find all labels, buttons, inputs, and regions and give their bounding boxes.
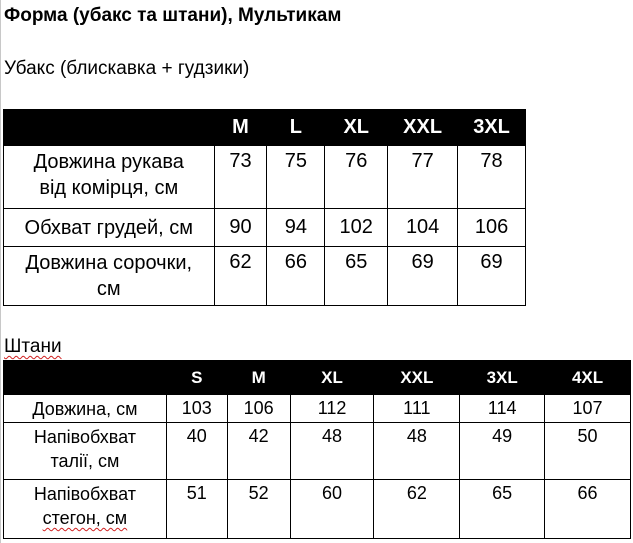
row-label-line: Обхват грудей, см xyxy=(24,216,194,239)
table-cell: 52 xyxy=(227,480,290,539)
ubacs-size-header: XXL xyxy=(388,110,458,146)
table-row xyxy=(4,480,631,539)
table-cell: 75 xyxy=(267,146,325,209)
ubacs-size-header: M xyxy=(214,110,267,146)
table-cell: 77 xyxy=(388,146,458,209)
row-label-line: Довжина, см xyxy=(32,398,138,419)
table-cell: 48 xyxy=(290,423,374,480)
table-row xyxy=(4,423,631,480)
row-label-line: талії, см xyxy=(50,451,120,471)
table-cell: 51 xyxy=(166,480,227,539)
pants-header-empty xyxy=(4,361,167,395)
table-cell: 42 xyxy=(227,423,290,480)
pants-size-table xyxy=(3,360,631,539)
ubacs-size-header: 3XL xyxy=(458,110,526,146)
pants-size-header: M xyxy=(227,361,290,395)
ubacs-header-row xyxy=(4,110,526,146)
table-cell: 76 xyxy=(325,146,388,209)
table-cell: 69 xyxy=(388,247,458,306)
row-label xyxy=(4,480,167,539)
table-cell: 106 xyxy=(458,209,526,247)
ubacs-size-header: L xyxy=(267,110,325,146)
table-cell: 69 xyxy=(458,247,526,306)
page-title: Форма (убакс та штани), Мультикам xyxy=(4,5,342,26)
table-cell: 66 xyxy=(545,480,631,539)
ubacs-size-header: XL xyxy=(325,110,388,146)
pants-header-row xyxy=(4,361,631,395)
table-cell: 73 xyxy=(214,146,267,209)
table-cell: 106 xyxy=(227,395,290,423)
ubacs-heading: Убакс (блискавка + гудзики) xyxy=(4,58,250,79)
table-cell: 111 xyxy=(374,395,460,423)
table-cell: 65 xyxy=(325,247,388,306)
table-cell: 60 xyxy=(290,480,374,539)
table-cell: 50 xyxy=(545,423,631,480)
table-cell: 104 xyxy=(388,209,458,247)
table-cell: 103 xyxy=(166,395,227,423)
table-cell: 48 xyxy=(374,423,460,480)
row-label-line: Напівобхват xyxy=(33,484,136,504)
table-cell: 40 xyxy=(166,423,227,480)
row-label-line: Довжина сорочки, xyxy=(25,252,193,274)
table-cell: 78 xyxy=(458,146,526,209)
table-cell: 94 xyxy=(267,209,325,247)
row-label xyxy=(4,146,215,209)
ubacs-header-empty xyxy=(4,110,215,146)
pants-size-header: 3XL xyxy=(460,361,545,395)
pants-size-header: S xyxy=(166,361,227,395)
pants-size-header: XL xyxy=(290,361,374,395)
pants-heading xyxy=(4,336,62,358)
table-cell: 90 xyxy=(214,209,267,247)
table-row xyxy=(4,395,631,423)
row-label-line: Довжина рукава xyxy=(33,151,184,173)
row-label-line: см xyxy=(96,278,121,300)
table-cell: 65 xyxy=(460,480,545,539)
table-row xyxy=(4,247,526,306)
table-cell: 114 xyxy=(460,395,545,423)
row-label xyxy=(4,247,215,306)
table-cell: 62 xyxy=(214,247,267,306)
table-cell: 107 xyxy=(545,395,631,423)
table-cell: 112 xyxy=(290,395,374,423)
table-cell: 62 xyxy=(374,480,460,539)
table-row xyxy=(4,209,526,247)
table-cell: 102 xyxy=(325,209,388,247)
row-label xyxy=(4,209,215,247)
row-label-line: від комірця, см xyxy=(39,177,179,199)
pants-heading-text: Штани xyxy=(4,336,62,357)
table-cell: 49 xyxy=(460,423,545,480)
pants-size-header: 4XL xyxy=(545,361,631,395)
table-row xyxy=(4,146,526,209)
row-label xyxy=(4,423,167,480)
page-left-border xyxy=(0,0,1,543)
row-label xyxy=(4,395,167,423)
pants-size-header: XXL xyxy=(374,361,460,395)
ubacs-size-table xyxy=(3,109,526,306)
table-cell: 66 xyxy=(267,247,325,306)
row-label-line: стегон, см xyxy=(42,508,128,528)
row-label-line: Напівобхват xyxy=(33,427,136,447)
